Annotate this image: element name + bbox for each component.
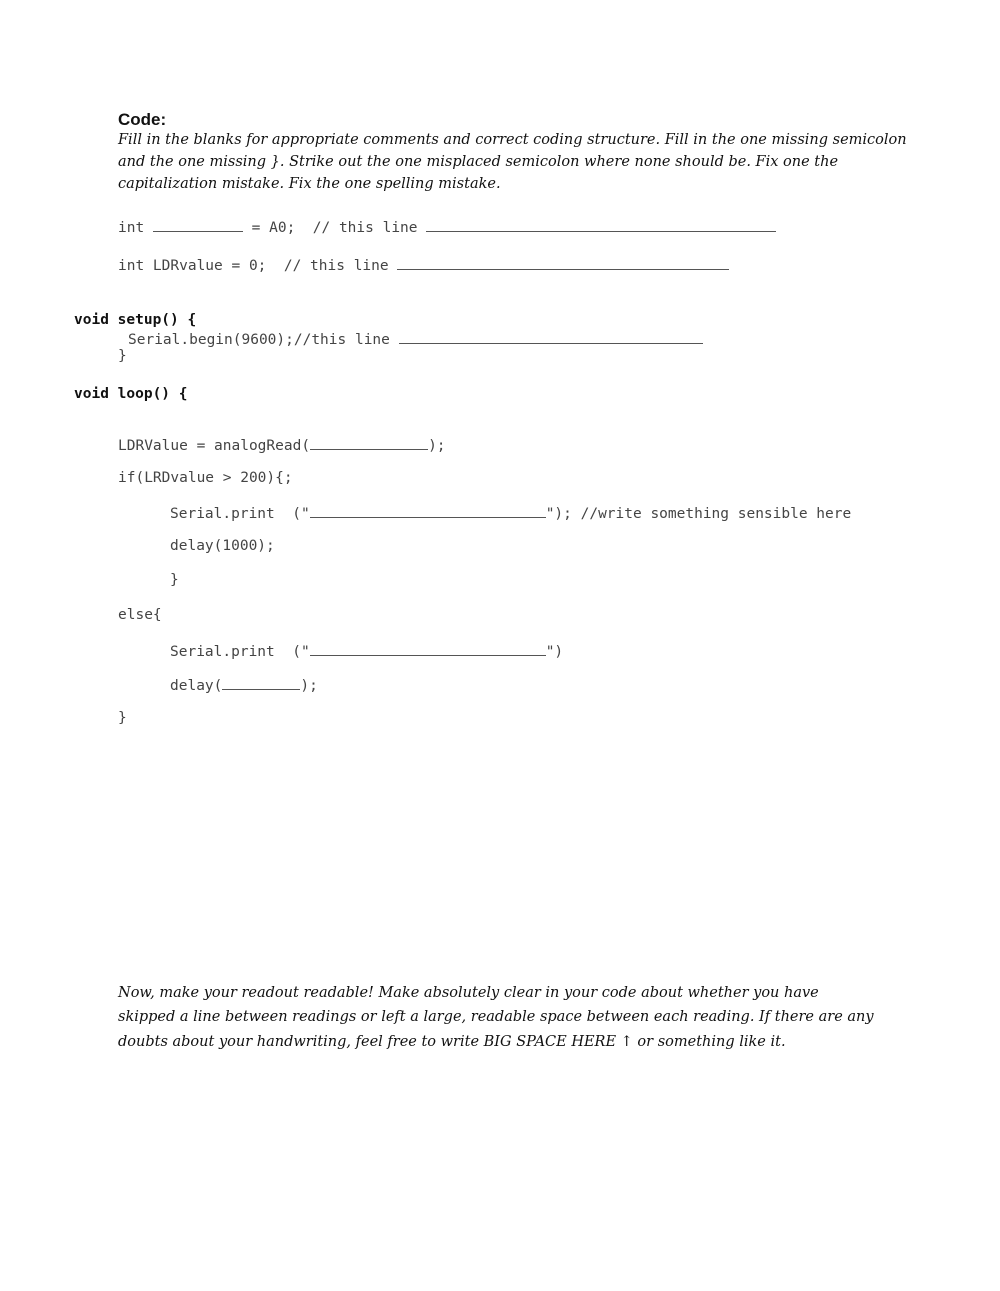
footer-line-3: doubts about your handwriting, feel free to write BIG SPACE HERE ↑ or something like it. (118, 1034, 786, 1050)
code-loop-declaration: void loop() { (74, 386, 188, 402)
code-closing-brace: } (170, 572, 179, 588)
blank-print-message-1[interactable] (310, 504, 546, 518)
blank-comment-2[interactable] (397, 256, 729, 270)
code-serial-begin (128, 330, 703, 348)
code-text: "); //write something sensible here (545, 506, 852, 522)
code-if-statement: if(LRDvalue > 200){; (118, 470, 293, 486)
code-text: delay( (170, 678, 223, 694)
code-text: Serial.print (" (170, 644, 310, 660)
code-text: Serial.print (" (170, 506, 310, 522)
blank-variable-name[interactable] (153, 218, 243, 232)
blank-comment-1[interactable] (426, 218, 776, 232)
code-serial-print-1 (170, 504, 851, 522)
code-text: ); (428, 438, 446, 454)
code-line-pin-declaration (118, 218, 776, 236)
footer-line-1: Now, make your readout readable! Make absolutely clear in your code about whether you have (118, 985, 819, 1001)
code-else-statement: else{ (118, 607, 162, 623)
blank-comment-3[interactable] (399, 330, 703, 344)
code-analog-read (118, 436, 446, 454)
code-text: int (118, 220, 153, 236)
code-closing-brace: } (118, 710, 127, 726)
blank-delay-value[interactable] (222, 676, 300, 690)
code-text: int LDRvalue = 0; // this line (118, 258, 398, 274)
code-text: ") (545, 644, 564, 660)
code-delay-2 (170, 676, 318, 694)
instruction-line-1: Fill in the blanks for appropriate comments and correct coding structure. Fill in the one missing semicolon (118, 132, 907, 148)
blank-analog-pin[interactable] (310, 436, 428, 450)
page-title: Code: (118, 110, 167, 129)
blank-print-message-2[interactable] (310, 642, 546, 656)
code-closing-brace: } (118, 348, 127, 364)
code-text: Serial.begin(9600);//this line (128, 332, 399, 348)
code-text: LDRValue = analogRead( (118, 438, 311, 454)
instruction-line-2: and the one missing }. Strike out the one misplaced semicolon where none should be. Fix one the (118, 154, 839, 170)
code-serial-print-2 (170, 642, 563, 660)
code-line-ldr-declaration (118, 256, 729, 274)
code-text: = A0; // this line (242, 220, 427, 236)
footer-line-2: skipped a line between readings or left a large, readable space between each reading. If there are any (118, 1009, 874, 1025)
instruction-line-3: capitalization mistake. Fix the one spelling mistake. (118, 176, 501, 192)
code-delay-1: delay(1000); (170, 538, 275, 554)
code-text: ); (300, 678, 318, 694)
code-setup-declaration: void setup() { (74, 312, 197, 328)
